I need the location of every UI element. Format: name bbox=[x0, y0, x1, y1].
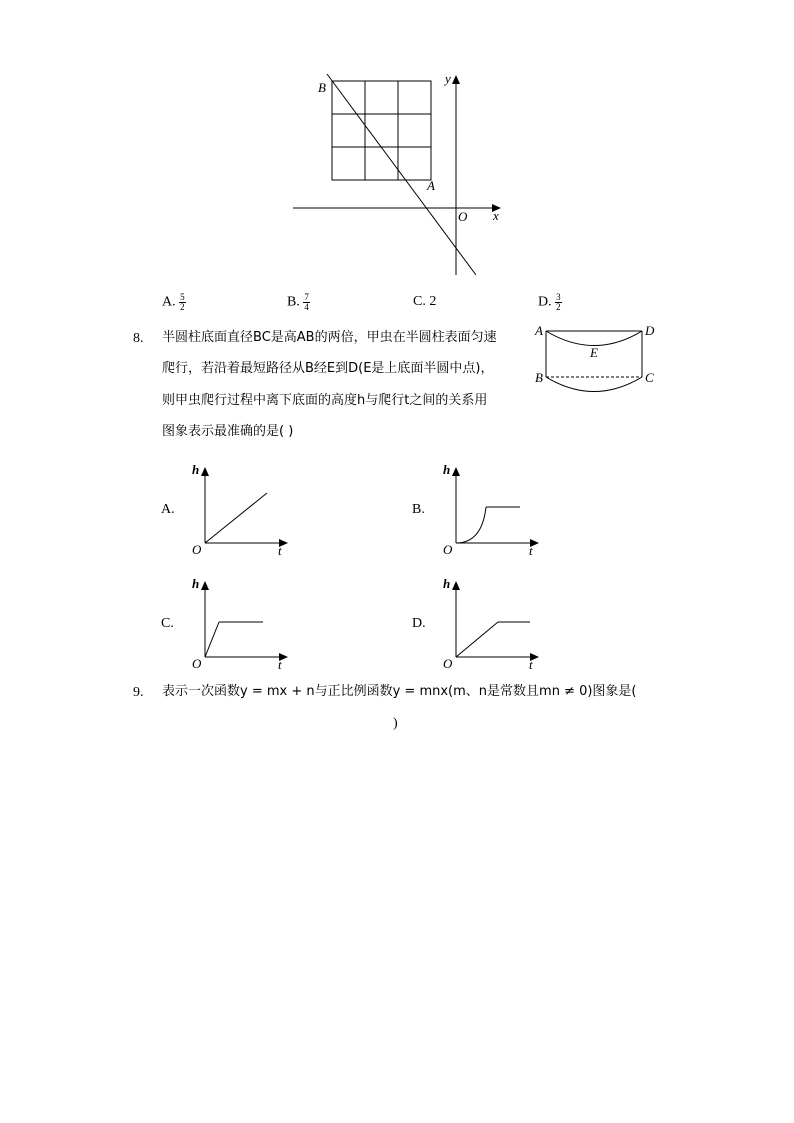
fraction: $\frac{5}{2}$ bbox=[180, 292, 185, 312]
label-x: x bbox=[493, 208, 499, 223]
q8-line-1: 半圆柱底面直径BC是高AB的两倍，甲虫在半圆柱表面匀速 bbox=[162, 330, 497, 345]
q8-graph-a bbox=[183, 460, 293, 560]
svg-text:h: h bbox=[443, 576, 451, 591]
q8-line-4: 图象表示最准确的是( ) bbox=[162, 424, 294, 439]
label-y: y bbox=[445, 71, 451, 86]
option-letter: C. bbox=[413, 294, 426, 309]
svg-text:O: O bbox=[443, 656, 453, 671]
line-ba bbox=[327, 74, 476, 275]
q7-option-a bbox=[162, 293, 186, 312]
q8-option-c-label: C. bbox=[161, 616, 174, 631]
q7-option-c bbox=[413, 295, 436, 309]
svg-text:h: h bbox=[443, 462, 451, 477]
cyl-label-c: C bbox=[645, 370, 654, 385]
option-letter: D. bbox=[538, 294, 552, 310]
svg-text:O: O bbox=[192, 542, 202, 557]
q8-line-3: 则甲虫爬行过程中离下底面的高度h与爬行t之间的关系用 bbox=[162, 393, 488, 408]
cyl-label-b: B bbox=[535, 370, 543, 385]
q7-grid-figure bbox=[285, 65, 515, 280]
q9-line-1: 表示一次函数y = mx + n与正比例函数y = mnx(m、n是常数且mn ≠ 0)图象是( bbox=[162, 684, 637, 699]
svg-text:O: O bbox=[192, 656, 202, 671]
svg-text:t: t bbox=[278, 543, 282, 558]
q8-graph-b bbox=[434, 460, 544, 560]
option-letter: A. bbox=[162, 294, 176, 310]
q9-line-2: ) bbox=[393, 716, 398, 731]
q8-graph-c bbox=[183, 574, 293, 674]
label-b: B bbox=[318, 80, 326, 95]
svg-text:h: h bbox=[192, 576, 200, 591]
q7-option-d bbox=[538, 293, 562, 312]
grid bbox=[332, 81, 431, 180]
svg-text:t: t bbox=[529, 543, 533, 558]
q8-number: 8. bbox=[133, 331, 144, 346]
q8-option-b-label: B. bbox=[412, 502, 425, 517]
q8-graph-d bbox=[434, 574, 544, 674]
svg-text:h: h bbox=[192, 462, 200, 477]
svg-text:t: t bbox=[278, 657, 282, 672]
y-axis-arrow bbox=[452, 75, 460, 84]
q7-option-b bbox=[287, 293, 310, 312]
q8-option-d-label: D. bbox=[412, 616, 426, 631]
cyl-label-e: E bbox=[590, 345, 598, 360]
label-o: O bbox=[458, 209, 468, 224]
q8-half-cylinder-figure bbox=[532, 322, 662, 397]
fraction: $\frac{3}{2}$ bbox=[556, 292, 561, 312]
cyl-label-a: A bbox=[535, 323, 543, 338]
option-letter: B. bbox=[287, 294, 300, 310]
fraction: $\frac{7}{4}$ bbox=[304, 292, 309, 312]
q8-option-a-label: A. bbox=[161, 502, 175, 517]
q9-number: 9. bbox=[133, 685, 144, 700]
svg-text:t: t bbox=[529, 657, 533, 672]
svg-text:O: O bbox=[443, 542, 453, 557]
q8-line-2: 爬行，若沿着最短路径从B经E到D(E是上底面半圆中点)， bbox=[162, 361, 494, 376]
option-value: 2 bbox=[429, 294, 437, 309]
cyl-label-d: D bbox=[645, 323, 655, 338]
label-a: A bbox=[427, 178, 435, 193]
